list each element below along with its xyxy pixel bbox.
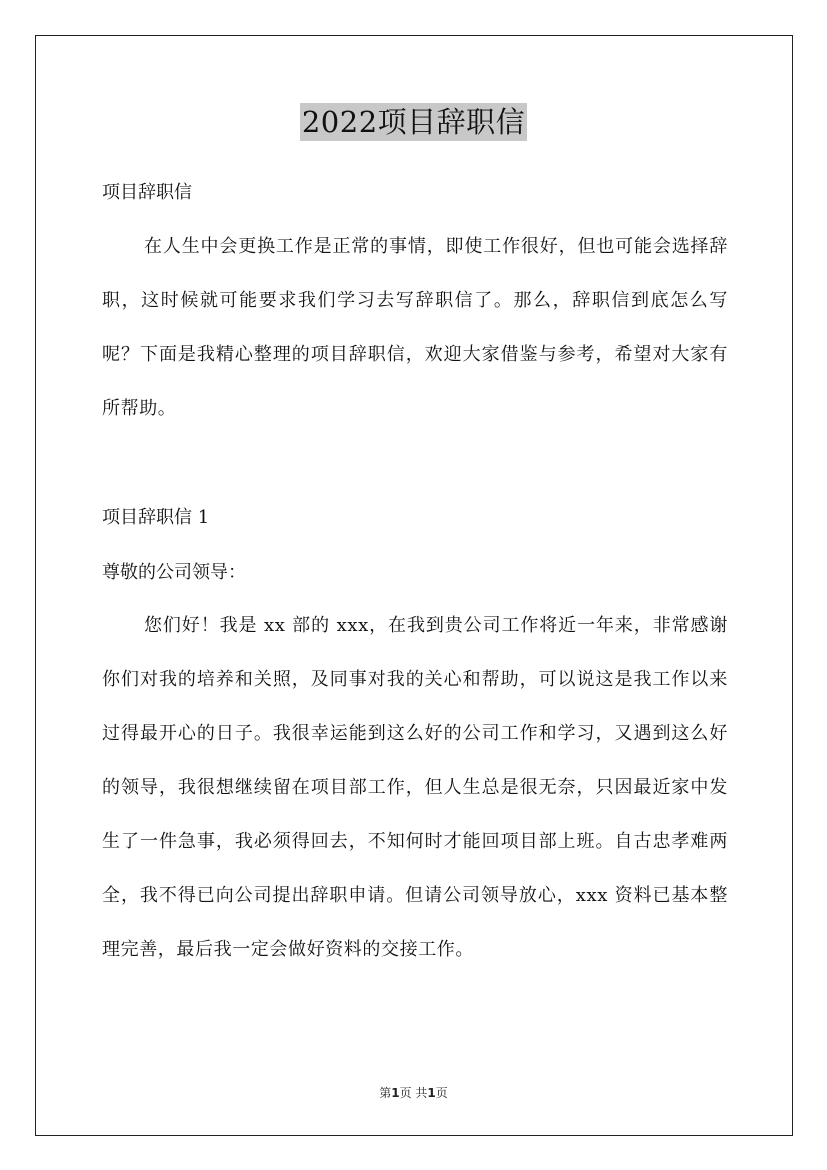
document-heading: 项目辞职信 [102, 182, 192, 203]
salutation: 尊敬的公司领导： [102, 562, 246, 583]
body-paragraph: 您们好！我是 xx 部的 xxx，在我到贵公司工作将近一年来，非常感谢你们对我的培养和关照，及同事对我的关心和帮助，可以说这是我工作以来过得最开心的日子。我很幸运能到这么好的公司工作和学习，又遇到这么好的领导，我很想继续留在项目部工作，但人生总是很无奈，只因最近家中发生了一件急事，我必须得回去，不知何时才能回项目部上班。自古忠孝难两全，我不得已向公司提出辞职申请。但请公司领导放心，xxx 资料已基本整理完善，最后我一定会做好资料的交接工作。 [102, 615, 728, 960]
title-container [0, 103, 827, 141]
page-label-suffix: 页 [435, 1086, 448, 1100]
page-label-prefix: 第 [379, 1086, 392, 1100]
page-label-mid: 页 共 [399, 1086, 428, 1100]
section-title: 项目辞职信 1 [102, 507, 210, 528]
page-footer [0, 1084, 827, 1101]
document-title: 2022项目辞职信 [301, 105, 526, 139]
current-page-number: 1 [391, 1086, 400, 1100]
total-page-number: 1 [427, 1086, 436, 1100]
intro-paragraph: 在人生中会更换工作是正常的事情，即使工作很好，但也可能会选择辞职，这时候就可能要求我们学习去写辞职信了。那么，辞职信到底怎么写呢？下面是我精心整理的项目辞职信，欢迎大家借鉴与参考，希望对大家有所帮助。 [102, 236, 728, 419]
